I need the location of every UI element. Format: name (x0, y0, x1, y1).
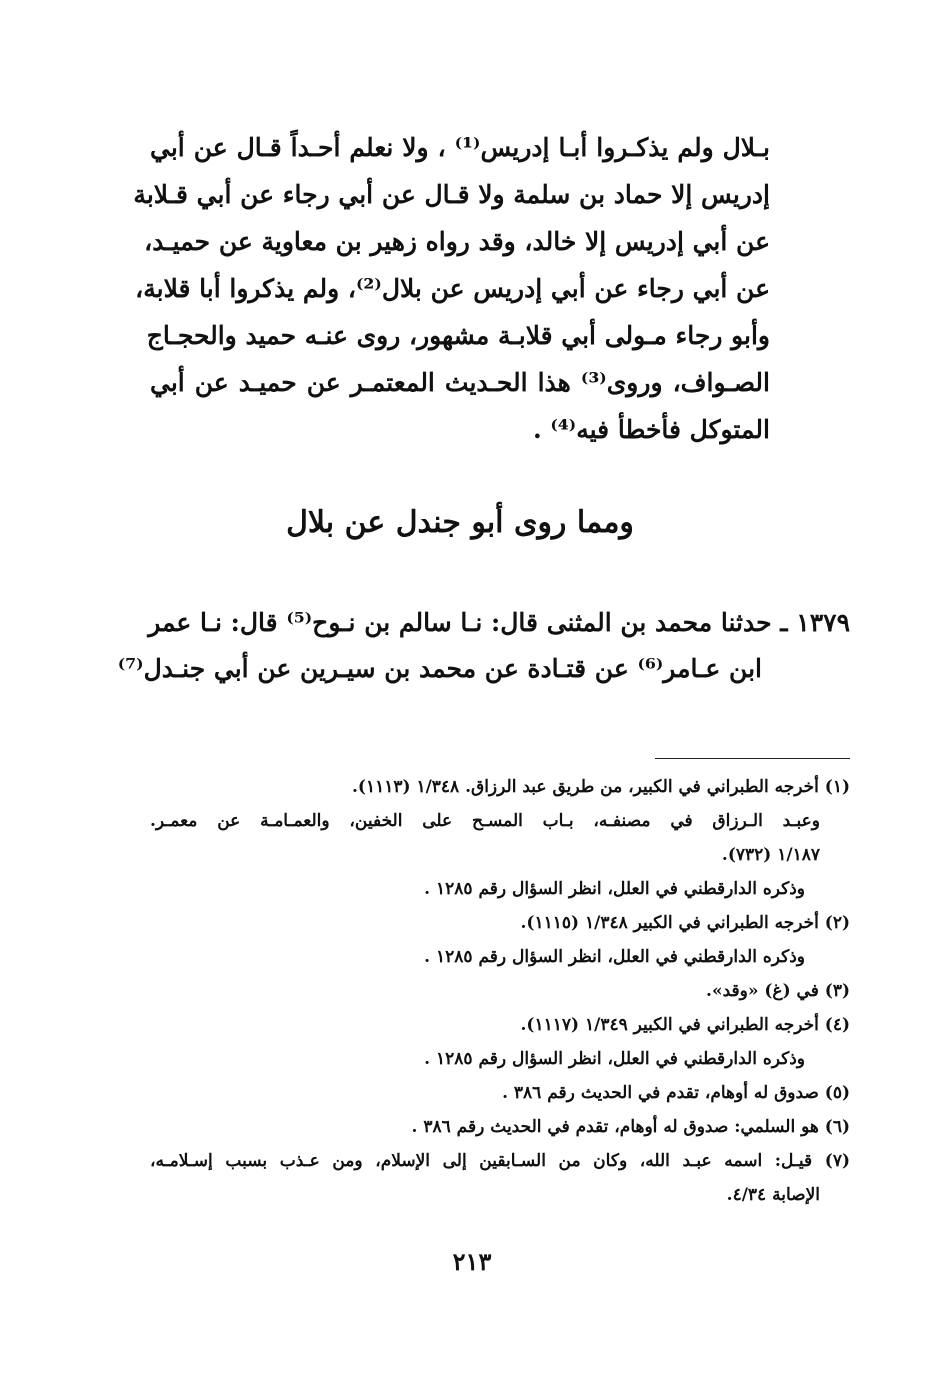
footnote-line: وذكره الدارقطني في العلل، انظر السؤال رقم ١٢٨٥ . (424, 879, 805, 899)
section-heading: ومما روى أبو جندل عن بلال (286, 505, 634, 540)
main-text-line: إدريس إلا حماد بن سلمة ولا قـال عن أبي رجاء عن أبي قـلابة (133, 180, 770, 209)
main-text-block (133, 124, 770, 453)
footnote-line: (٦) هو السلمي: صدوق له أوهام، تقدم في الحديث رقم ٣٨٦ . (411, 1117, 850, 1137)
hadith-line: ١٣٧٩ ـ حدثنا محمد بن المثنى قال: نـا سالم بن نـوح⁽⁵⁾ قال: نـا عمر (148, 608, 850, 637)
footnote-line: وعبـد الـرزاق في مصنفـه، بـاب المسـح على الخفين، والعمـامـة عن معمـر. (150, 811, 820, 831)
main-text-line: عن أبي إدريس إلا خالد، وقد رواه زهير بن معاوية عن حميـد، (144, 227, 770, 256)
footnote-line: (٥) صدوق له أوهام، تقدم في الحديث رقم ٣٨٦ . (502, 1083, 850, 1103)
main-text-line: الصـواف، وروى⁽³⁾ هذا الحـديث المعتمـر عن حميـد عن أبي (150, 368, 770, 397)
main-text-line: بـلال ولم يذكـروا أبـا إدريس⁽¹⁾ ، ولا نعلم أحـداً قـال عن أبي (150, 133, 770, 162)
hadith-block (117, 600, 850, 692)
main-text-line: المتوكل فأخطأ فيه⁽⁴⁾ . (532, 415, 770, 444)
hadith-line: ابن عـامر⁽⁶⁾ عن قتـادة عن محمد بن سيـرين عن أبي جنـدل⁽⁷⁾ (117, 654, 762, 683)
footnote-line: (٧) قيـل: اسمه عبـد الله، وكان من السـابقين إلى الإسلام، ومن عـذب بسبب إسـلامـه، (150, 1151, 850, 1171)
footnote-divider (655, 758, 850, 759)
page-number: ٢١٣ (452, 1247, 492, 1276)
main-text-line: وأبو رجاء مـولى أبي قلابـة مشهور، روى عنـه حميد والحجـاج (146, 321, 770, 350)
footnote-line: (٢) أخرجه الطبراني في الكبير ١/٣٤٨ (١١١٥). (520, 913, 850, 933)
footnote-line: (١) أخرجه الطبراني في الكبير، من طريق عبد الرزاق. ١/٣٤٨ (١١١٣). (351, 777, 850, 797)
footnotes-block (150, 770, 850, 1212)
footnote-line: (٤) أخرجه الطبراني في الكبير ١/٣٤٩ (١١١٧). (520, 1015, 850, 1035)
main-text-line: عن أبي رجاء عن أبي إدريس عن بلال⁽²⁾، ولم يذكروا أبا قلابة، (135, 274, 770, 303)
footnote-line: الإصابة ٤/٣٤. (726, 1185, 820, 1205)
footnote-line: ١/١٨٧ (٧٣٢). (721, 845, 820, 865)
footnote-line: وذكره الدارقطني في العلل، انظر السؤال رقم ١٢٨٥ . (424, 947, 805, 967)
footnote-line: (٣) في (غ) «وقد». (706, 981, 850, 1001)
footnote-line: وذكره الدارقطني في العلل، انظر السؤال رقم ١٢٨٥ . (424, 1049, 805, 1069)
